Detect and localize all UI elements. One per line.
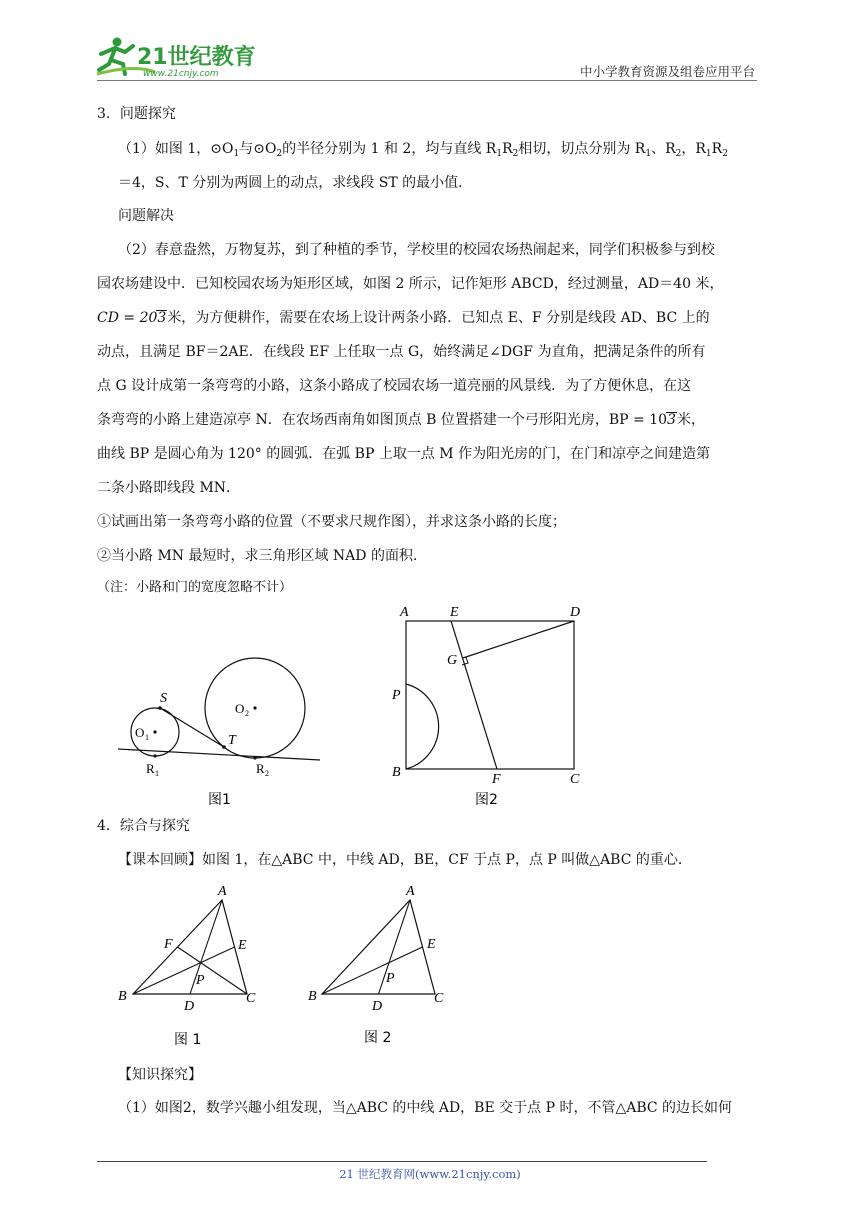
q4-figure-2 <box>300 876 460 1051</box>
fig2-label-G: G <box>447 653 458 668</box>
fig1-label-S: S <box>160 691 167 706</box>
footer-link[interactable]: 21 世纪教育网(www.21cnjy.com) <box>339 1167 521 1181</box>
q4-fig2-label-E: E <box>427 937 436 952</box>
header-divider <box>97 80 757 81</box>
fig2-label-E: E <box>450 605 459 620</box>
fig2-label-P: P <box>392 688 401 703</box>
logo-url-text: www.21cnjy.com <box>143 69 219 79</box>
q3-solve-line1: （2）春意盎然，万物复苏，到了种植的季节，学校里的校园农场热闹起来，同学们积极参与到校 <box>118 242 715 258</box>
fig1-label-O2: O <box>235 701 245 716</box>
fig2-label-F: F <box>492 772 501 787</box>
q4-fig1-label-B: B <box>118 989 127 1004</box>
q4-fig2-label-A: A <box>406 884 415 899</box>
fig2-label-D: D <box>570 605 581 620</box>
fig2-label-A: A <box>400 605 409 620</box>
q4-fig1-label-P: P <box>196 973 205 988</box>
q4-fig1-label-E: E <box>238 938 247 953</box>
q4-fig2-label-D: D <box>372 999 383 1014</box>
fig1-label-R2: R <box>256 761 265 776</box>
q4-review: 【课本回顾】如图 1，在△ABC 中，中线 AD，BE，CF 于点 P，点 P 叫做△ABC 的重心． <box>118 852 692 868</box>
q4-fig1-caption: 图 1 <box>174 1032 202 1048</box>
fig1-label-O2-sub: 2 <box>245 709 249 718</box>
fig1-caption: 图1 <box>208 792 231 808</box>
q4-fig1-label-C: C <box>246 991 256 1006</box>
q4-fig2-caption: 图 2 <box>364 1030 392 1046</box>
q4-fig1-label-A: A <box>218 884 227 899</box>
q3-part1-line2: ＝4，S、T 分别为两圆上的动点，求线段 ST 的最小值． <box>118 175 473 191</box>
q3-figure-1 <box>110 640 330 810</box>
q4-fig2-label-C: C <box>434 991 444 1006</box>
q3-part1-line1: （1）如图 1，$⊙O_1$与$⊙O_2$的半径分别为 1 和 2，均与直线 $R_1R_2$相切，切点分别为 $R_1$、$R_2$，$R_1R_2$ <box>118 141 728 159</box>
q3-figure-2 <box>380 596 600 811</box>
q4-title: 4．综合与探究 <box>97 818 190 834</box>
fig1-label-T: T <box>228 733 236 748</box>
q3-solve-line3: CD = 203米，为方便耕作，需要在农场上设计两条小路．已知点 E、F 分别是线段 AD、BC 上的 <box>97 310 710 326</box>
q4-fig2-label-P: P <box>386 971 395 986</box>
fig1-label-O1-sub: 1 <box>145 733 149 742</box>
q3-solve-title: 问题解决 <box>118 208 174 224</box>
fig1-label-R1: R <box>146 761 155 776</box>
footer-divider <box>97 1161 707 1162</box>
fig1-label-O1: O <box>135 725 145 740</box>
header-platform-text: 中小学教育资源及组卷应用平台 <box>579 64 755 79</box>
q4-fig1-label-F: F <box>164 937 173 952</box>
fig2-label-B: B <box>392 765 401 780</box>
q4-explore-line1: （1）如图2，数学兴趣小组发现，当△ABC 的中线 AD，BE 交于点 P 时，不管△ABC 的边长如何 <box>118 1100 733 1116</box>
logo-main-text: 21世纪教育 <box>137 45 256 70</box>
q4-figure-1 <box>110 878 270 1053</box>
q3-question-1: ①试画出第一条弯弯小路的位置（不要求尺规作图），并求这条小路的长度； <box>97 514 566 530</box>
q4-fig2-label-B: B <box>308 989 317 1004</box>
q3-title: 3．问题探究 <box>97 106 176 122</box>
q3-solve-line7: 曲线 BP 是圆心角为 120° 的圆弧．在弧 BP 上取一点 M 作为阳光房的门，在门和凉亭之间建造第 <box>97 446 711 462</box>
q3-solve-line8: 二条小路即线段 MN． <box>97 480 241 496</box>
fig1-label-R1-sub: 1 <box>155 769 159 778</box>
q3-question-2: ②当小路 MN 最短时，求三角形区域 NAD 的面积． <box>97 548 427 564</box>
fig1-label-R2-sub: 2 <box>265 769 269 778</box>
q3-solve-line5: 点 G 设计成第一条弯弯的小路，这条小路成了校园农场一道亮丽的风景线．为了方便休息，在这 <box>97 378 692 394</box>
q3-solve-line6: 条弯弯的小路上建造凉亭 N．在农场西南角如图顶点 B 位置搭建一个弓形阳光房，BP = 103米， <box>97 412 705 428</box>
fig2-label-C: C <box>570 772 580 787</box>
q3-note: （注：小路和门的宽度忽略不计） <box>97 580 293 595</box>
q3-solve-line4: 动点，且满足 BF＝2AE．在线段 EF 上任取一点 G，始终满足∠DGF 为直角，把满足条件的所有 <box>97 344 706 360</box>
q4-fig1-label-D: D <box>184 999 195 1014</box>
q4-explore-title: 【知识探究】 <box>118 1067 202 1083</box>
q3-solve-line2: 园农场建设中．已知校园农场为矩形区域，如图 2 所示，记作矩形 ABCD，经过测量，AD＝40 米， <box>97 276 724 292</box>
fig2-caption: 图2 <box>475 792 498 808</box>
site-logo <box>95 34 260 80</box>
